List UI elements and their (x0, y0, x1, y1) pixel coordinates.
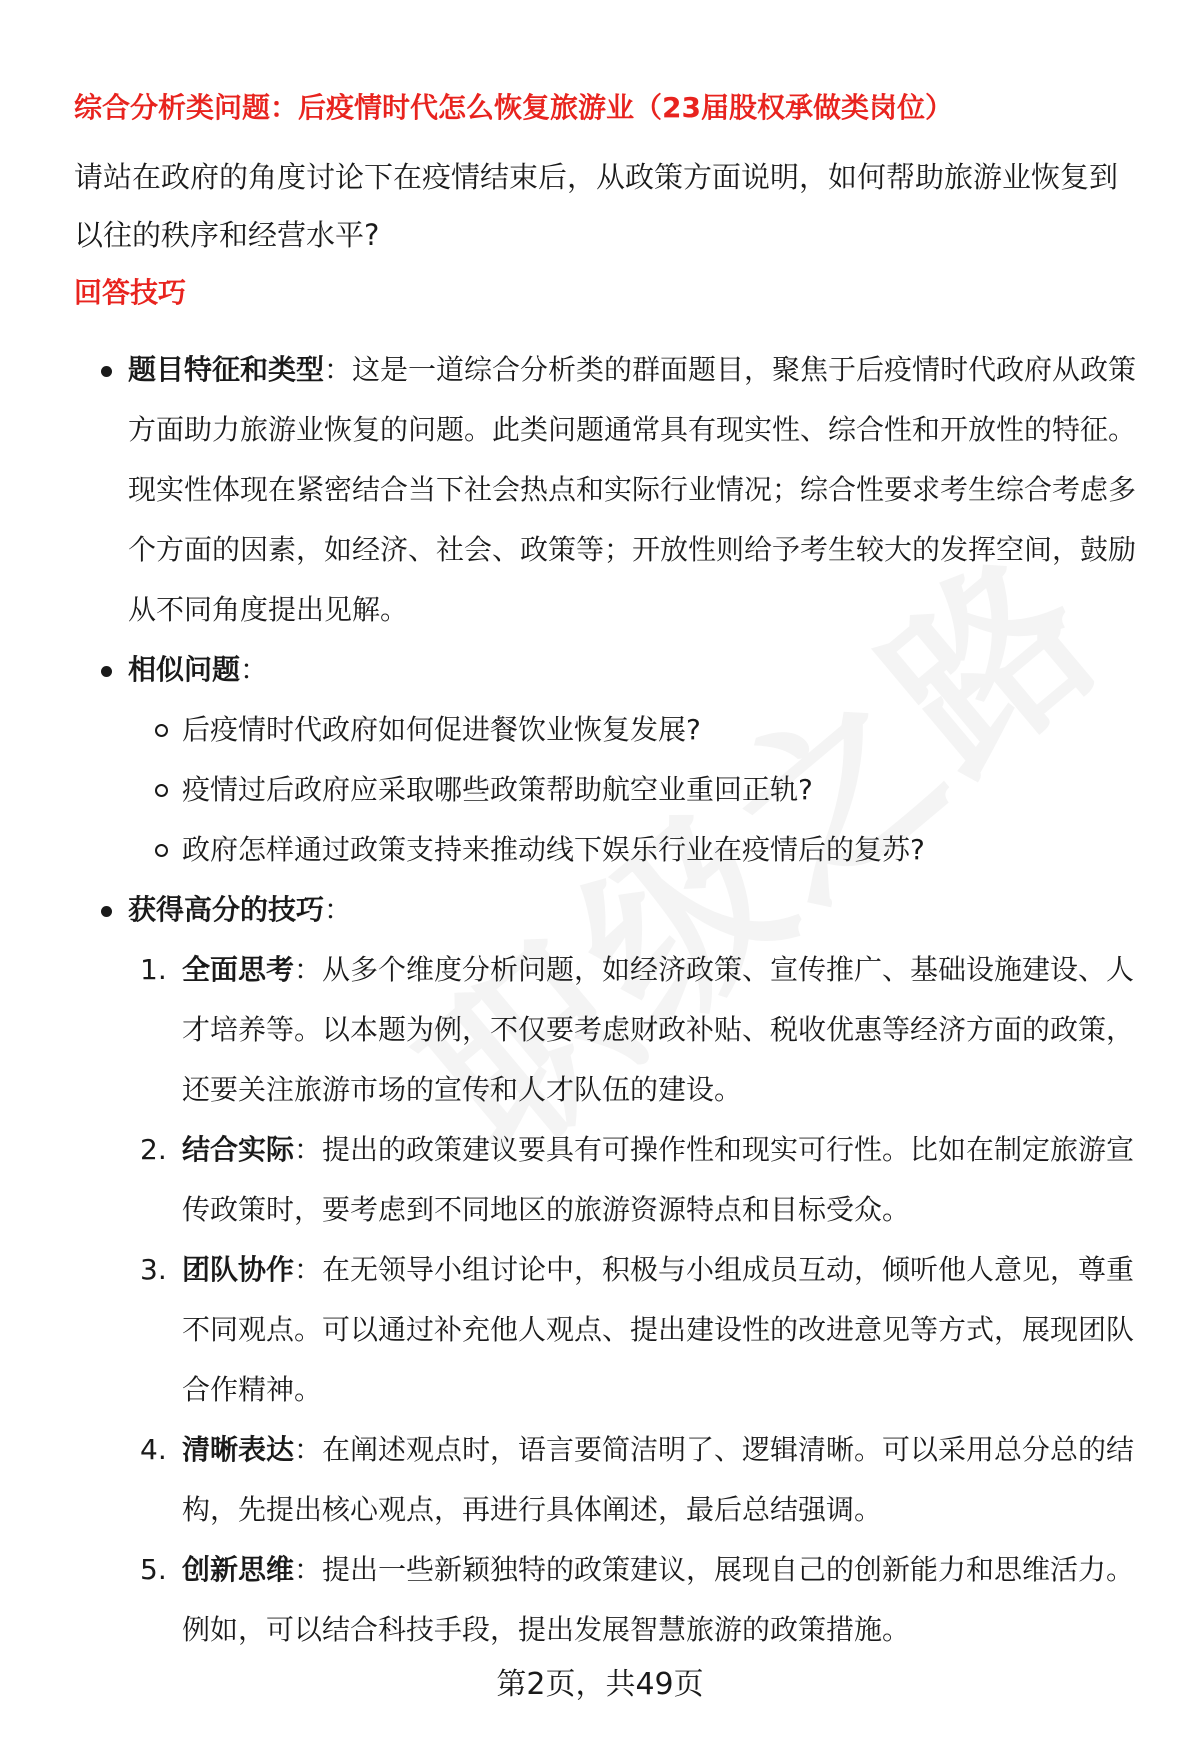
bullet-separator: ： (240, 653, 269, 686)
similar-question-text: 后疫情时代政府如何促进餐饮业恢复发展? (182, 713, 701, 746)
tip-label: 创新思维 (182, 1553, 295, 1586)
list-item (128, 820, 1144, 880)
page-title: 综合分析类问题：后疫情时代怎么恢复旅游业（23届股权承做类岗位） (74, 91, 953, 124)
bullet-separator: ： (324, 353, 353, 386)
item-number: 3. (140, 1253, 167, 1286)
list-item (128, 760, 1144, 820)
list-item (128, 700, 1144, 760)
page-number: 第2页，共49页 (496, 1667, 704, 1702)
circle-bullet-icon (155, 724, 168, 737)
circle-bullet-icon (155, 784, 168, 797)
bullet-dot-icon (101, 366, 112, 377)
bullet-label: 题目特征和类型 (128, 353, 325, 386)
item-number: 2. (140, 1133, 167, 1166)
item-number: 1. (140, 953, 167, 986)
question-text: 请站在政府的角度讨论下在疫情结束后，从政策方面说明，如何帮助旅游业恢复到以往的秩序和经营水平? (74, 160, 1119, 252)
list-item (128, 940, 1144, 1120)
list-item (128, 1540, 1144, 1660)
tip-text: ：从多个维度分析问题，如经济政策、宣传推广、基础设施建设、人才培养等。以本题为例，不仅要考虑财政补贴、税收优惠等经济方面的政策，还要关注旅游市场的宣传和人才队伍的建设。 (182, 953, 1135, 1106)
item-number: 5. (140, 1553, 167, 1586)
bullet-label: 获得高分的技巧 (128, 893, 325, 926)
similar-question-text: 疫情过后政府应采取哪些政策帮助航空业重回正轨? (182, 773, 813, 806)
tip-text: ：提出的政策建议要具有可操作性和现实可行性。比如在制定旅游宣传政策时，要考虑到不同地区的旅游资源特点和目标受众。 (182, 1133, 1135, 1226)
tips-list (74, 340, 1144, 1660)
bullet-similar (74, 640, 1144, 880)
tip-label: 全面思考 (182, 953, 295, 986)
bullet-dot-icon (101, 906, 112, 917)
scoring-tips-list (128, 940, 1144, 1660)
answer-heading: 回答技巧 (74, 276, 187, 309)
bullet-features (74, 340, 1144, 640)
bullet-tips (74, 880, 1144, 1660)
similar-questions-list (128, 700, 1144, 880)
bullet-label: 相似问题 (128, 653, 241, 686)
tip-text: ：在阐述观点时，语言要简洁明了、逻辑清晰。可以采用总分总的结构，先提出核心观点，再进行具体阐述，最后总结强调。 (182, 1433, 1135, 1526)
tip-text: ：在无领导小组讨论中，积极与小组成员互动，倾听他人意见，尊重不同观点。可以通过补充他人观点、提出建设性的改进意见等方式，展现团队合作精神。 (182, 1253, 1135, 1406)
tip-label: 结合实际 (182, 1133, 295, 1166)
document-content (74, 82, 1144, 1660)
list-item (128, 1420, 1144, 1540)
tip-text: ：提出一些新颖独特的政策建议，展现自己的创新能力和思维活力。例如，可以结合科技手段，提出发展智慧旅游的政策措施。 (182, 1553, 1135, 1646)
similar-question-text: 政府怎样通过政策支持来推动线下娱乐行业在疫情后的复苏? (182, 833, 925, 866)
tip-label: 团队协作 (182, 1253, 295, 1286)
item-number: 4. (140, 1433, 167, 1466)
bullet-dot-icon (101, 666, 112, 677)
tip-label: 清晰表达 (182, 1433, 295, 1466)
list-item (128, 1240, 1144, 1420)
bullet-separator: ： (324, 893, 353, 926)
circle-bullet-icon (155, 844, 168, 857)
bullet-text: 这是一道综合分析类的群面题目，聚焦于后疫情时代政府从政策方面助力旅游业恢复的问题。此类问题通常具有现实性、综合性和开放性的特征。现实性体现在紧密结合当下社会热点和实际行业情况；综合性要求考生综合考虑多个方面的因素，如经济、社会、政策等；开放性则给予考生较大的发挥空间，鼓励从不同角度提出见解。 (128, 353, 1137, 626)
list-item (128, 1120, 1144, 1240)
